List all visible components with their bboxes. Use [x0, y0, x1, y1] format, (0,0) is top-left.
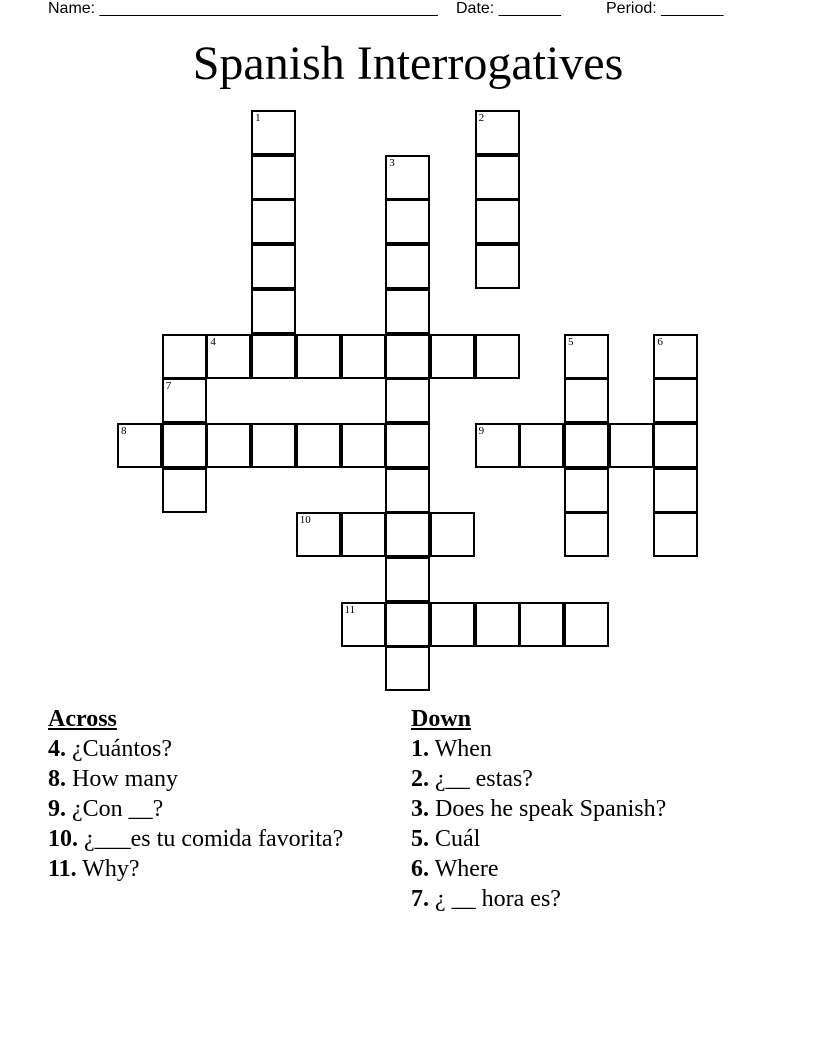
crossword-cell[interactable] — [385, 602, 430, 647]
crossword-cell[interactable] — [385, 468, 430, 513]
clue-num: 7. — [411, 886, 429, 912]
clue-text: ¿Cuántos? — [72, 736, 172, 762]
across-clue — [48, 794, 348, 824]
crossword-cell[interactable] — [117, 423, 162, 468]
clue-num: 9. — [48, 796, 66, 822]
crossword-cell[interactable] — [385, 289, 430, 334]
clue-number: 3 — [389, 156, 395, 169]
across-clue — [48, 824, 348, 854]
crossword-cell[interactable] — [341, 423, 386, 468]
clue-text: Where — [434, 856, 499, 882]
crossword-cell[interactable] — [519, 423, 564, 468]
down-clue — [411, 854, 771, 884]
down-clue — [411, 824, 771, 854]
crossword-cell[interactable] — [653, 334, 698, 379]
crossword-cell[interactable] — [251, 289, 296, 334]
crossword-cell[interactable] — [162, 334, 207, 379]
clue-text: Why? — [82, 856, 140, 882]
clue-num: 2. — [411, 766, 429, 792]
crossword-cell[interactable] — [609, 423, 654, 468]
across-heading: Across — [48, 706, 117, 732]
crossword-cell[interactable] — [430, 334, 475, 379]
crossword-cell[interactable] — [341, 602, 386, 647]
down-clues — [411, 704, 771, 914]
crossword-cell[interactable] — [564, 602, 609, 647]
crossword-cell[interactable] — [564, 334, 609, 379]
clue-num: 1. — [411, 736, 429, 762]
crossword-cell[interactable] — [162, 423, 207, 468]
crossword-cell[interactable] — [475, 334, 520, 379]
crossword-cell[interactable] — [206, 334, 251, 379]
crossword-cell[interactable] — [430, 512, 475, 557]
crossword-cell[interactable] — [385, 334, 430, 379]
crossword-cell[interactable] — [296, 423, 341, 468]
crossword-cell[interactable] — [475, 602, 520, 647]
clue-number: 5 — [568, 335, 574, 348]
down-clue — [411, 794, 771, 824]
across-clues — [48, 704, 348, 884]
crossword-cell[interactable] — [475, 110, 520, 155]
clue-number: 7 — [165, 380, 172, 393]
crossword-cell[interactable] — [385, 199, 430, 244]
clue-number: 11 — [344, 603, 356, 616]
crossword-cell[interactable] — [653, 378, 698, 423]
crossword-cell[interactable] — [564, 512, 609, 557]
crossword-cell[interactable] — [385, 646, 430, 691]
crossword-cell[interactable] — [653, 423, 698, 468]
crossword-cell[interactable] — [162, 378, 207, 423]
crossword-cell[interactable] — [251, 334, 296, 379]
crossword-cell[interactable] — [251, 244, 296, 289]
clue-number: 1 — [255, 112, 261, 124]
clue-text: ¿Con __? — [72, 796, 164, 822]
clue-text: When — [434, 736, 492, 762]
clue-num: 3. — [411, 796, 429, 822]
crossword-cell[interactable] — [653, 468, 698, 513]
name-field[interactable]: Name: ______________________________________ — [48, 0, 438, 17]
crossword-cell[interactable] — [653, 512, 698, 557]
across-clue — [48, 764, 348, 794]
crossword-cell[interactable] — [341, 512, 386, 557]
crossword-cell[interactable] — [296, 334, 341, 379]
crossword-cell[interactable] — [341, 334, 386, 379]
crossword-cell[interactable] — [296, 512, 341, 557]
crossword-cell[interactable] — [385, 423, 430, 468]
crossword-cell[interactable] — [475, 244, 520, 289]
clue-text: Cuál — [435, 826, 481, 852]
crossword-cell[interactable] — [251, 423, 296, 468]
period-field[interactable]: Period: _______ — [606, 0, 724, 17]
page-title: Spanish Interrogatives — [192, 37, 624, 90]
clue-num: 5. — [411, 826, 429, 852]
down-clue — [411, 884, 771, 914]
clue-text: Does he speak Spanish? — [435, 796, 667, 822]
crossword-cell[interactable] — [385, 512, 430, 557]
crossword-cell[interactable] — [475, 155, 520, 200]
clue-number: 2 — [478, 112, 485, 124]
crossword-cell[interactable] — [251, 110, 296, 155]
date-field[interactable]: Date: _______ — [456, 0, 561, 17]
clue-text: ¿__ estas? — [435, 766, 533, 792]
down-heading: Down — [411, 706, 472, 732]
across-clue — [48, 854, 348, 884]
across-clue — [48, 734, 348, 764]
clue-text: How many — [72, 766, 178, 792]
down-clue — [411, 734, 771, 764]
crossword-cell[interactable] — [206, 423, 251, 468]
crossword-cell[interactable] — [475, 199, 520, 244]
clue-num: 10. — [48, 826, 78, 852]
clue-num: 4. — [48, 736, 66, 762]
crossword-cell[interactable] — [564, 423, 609, 468]
clue-text: ¿___es tu comida favorita? — [84, 826, 344, 852]
crossword-cell[interactable] — [385, 557, 430, 602]
crossword-cell[interactable] — [385, 155, 430, 200]
clue-number: 6 — [657, 335, 663, 348]
clue-number: 4 — [210, 335, 216, 348]
clue-num: 6. — [411, 856, 429, 882]
clue-text: ¿ __ hora es? — [435, 886, 561, 912]
crossword-cell[interactable] — [475, 423, 520, 468]
clue-num: 8. — [48, 766, 66, 792]
crossword-cell[interactable] — [251, 155, 296, 200]
crossword-cell[interactable] — [564, 468, 609, 513]
down-clue — [411, 764, 771, 794]
clue-number: 10 — [299, 514, 311, 527]
crossword-cell[interactable] — [385, 378, 430, 423]
crossword-cell[interactable] — [430, 602, 475, 647]
crossword-cell[interactable] — [251, 199, 296, 244]
crossword-cell[interactable] — [385, 244, 430, 289]
crossword-cell[interactable] — [162, 468, 207, 513]
clue-number: 9 — [478, 424, 485, 437]
clue-number: 8 — [121, 424, 127, 437]
crossword-cell[interactable] — [519, 602, 564, 647]
clue-num: 11. — [48, 856, 77, 882]
crossword-cell[interactable] — [564, 378, 609, 423]
